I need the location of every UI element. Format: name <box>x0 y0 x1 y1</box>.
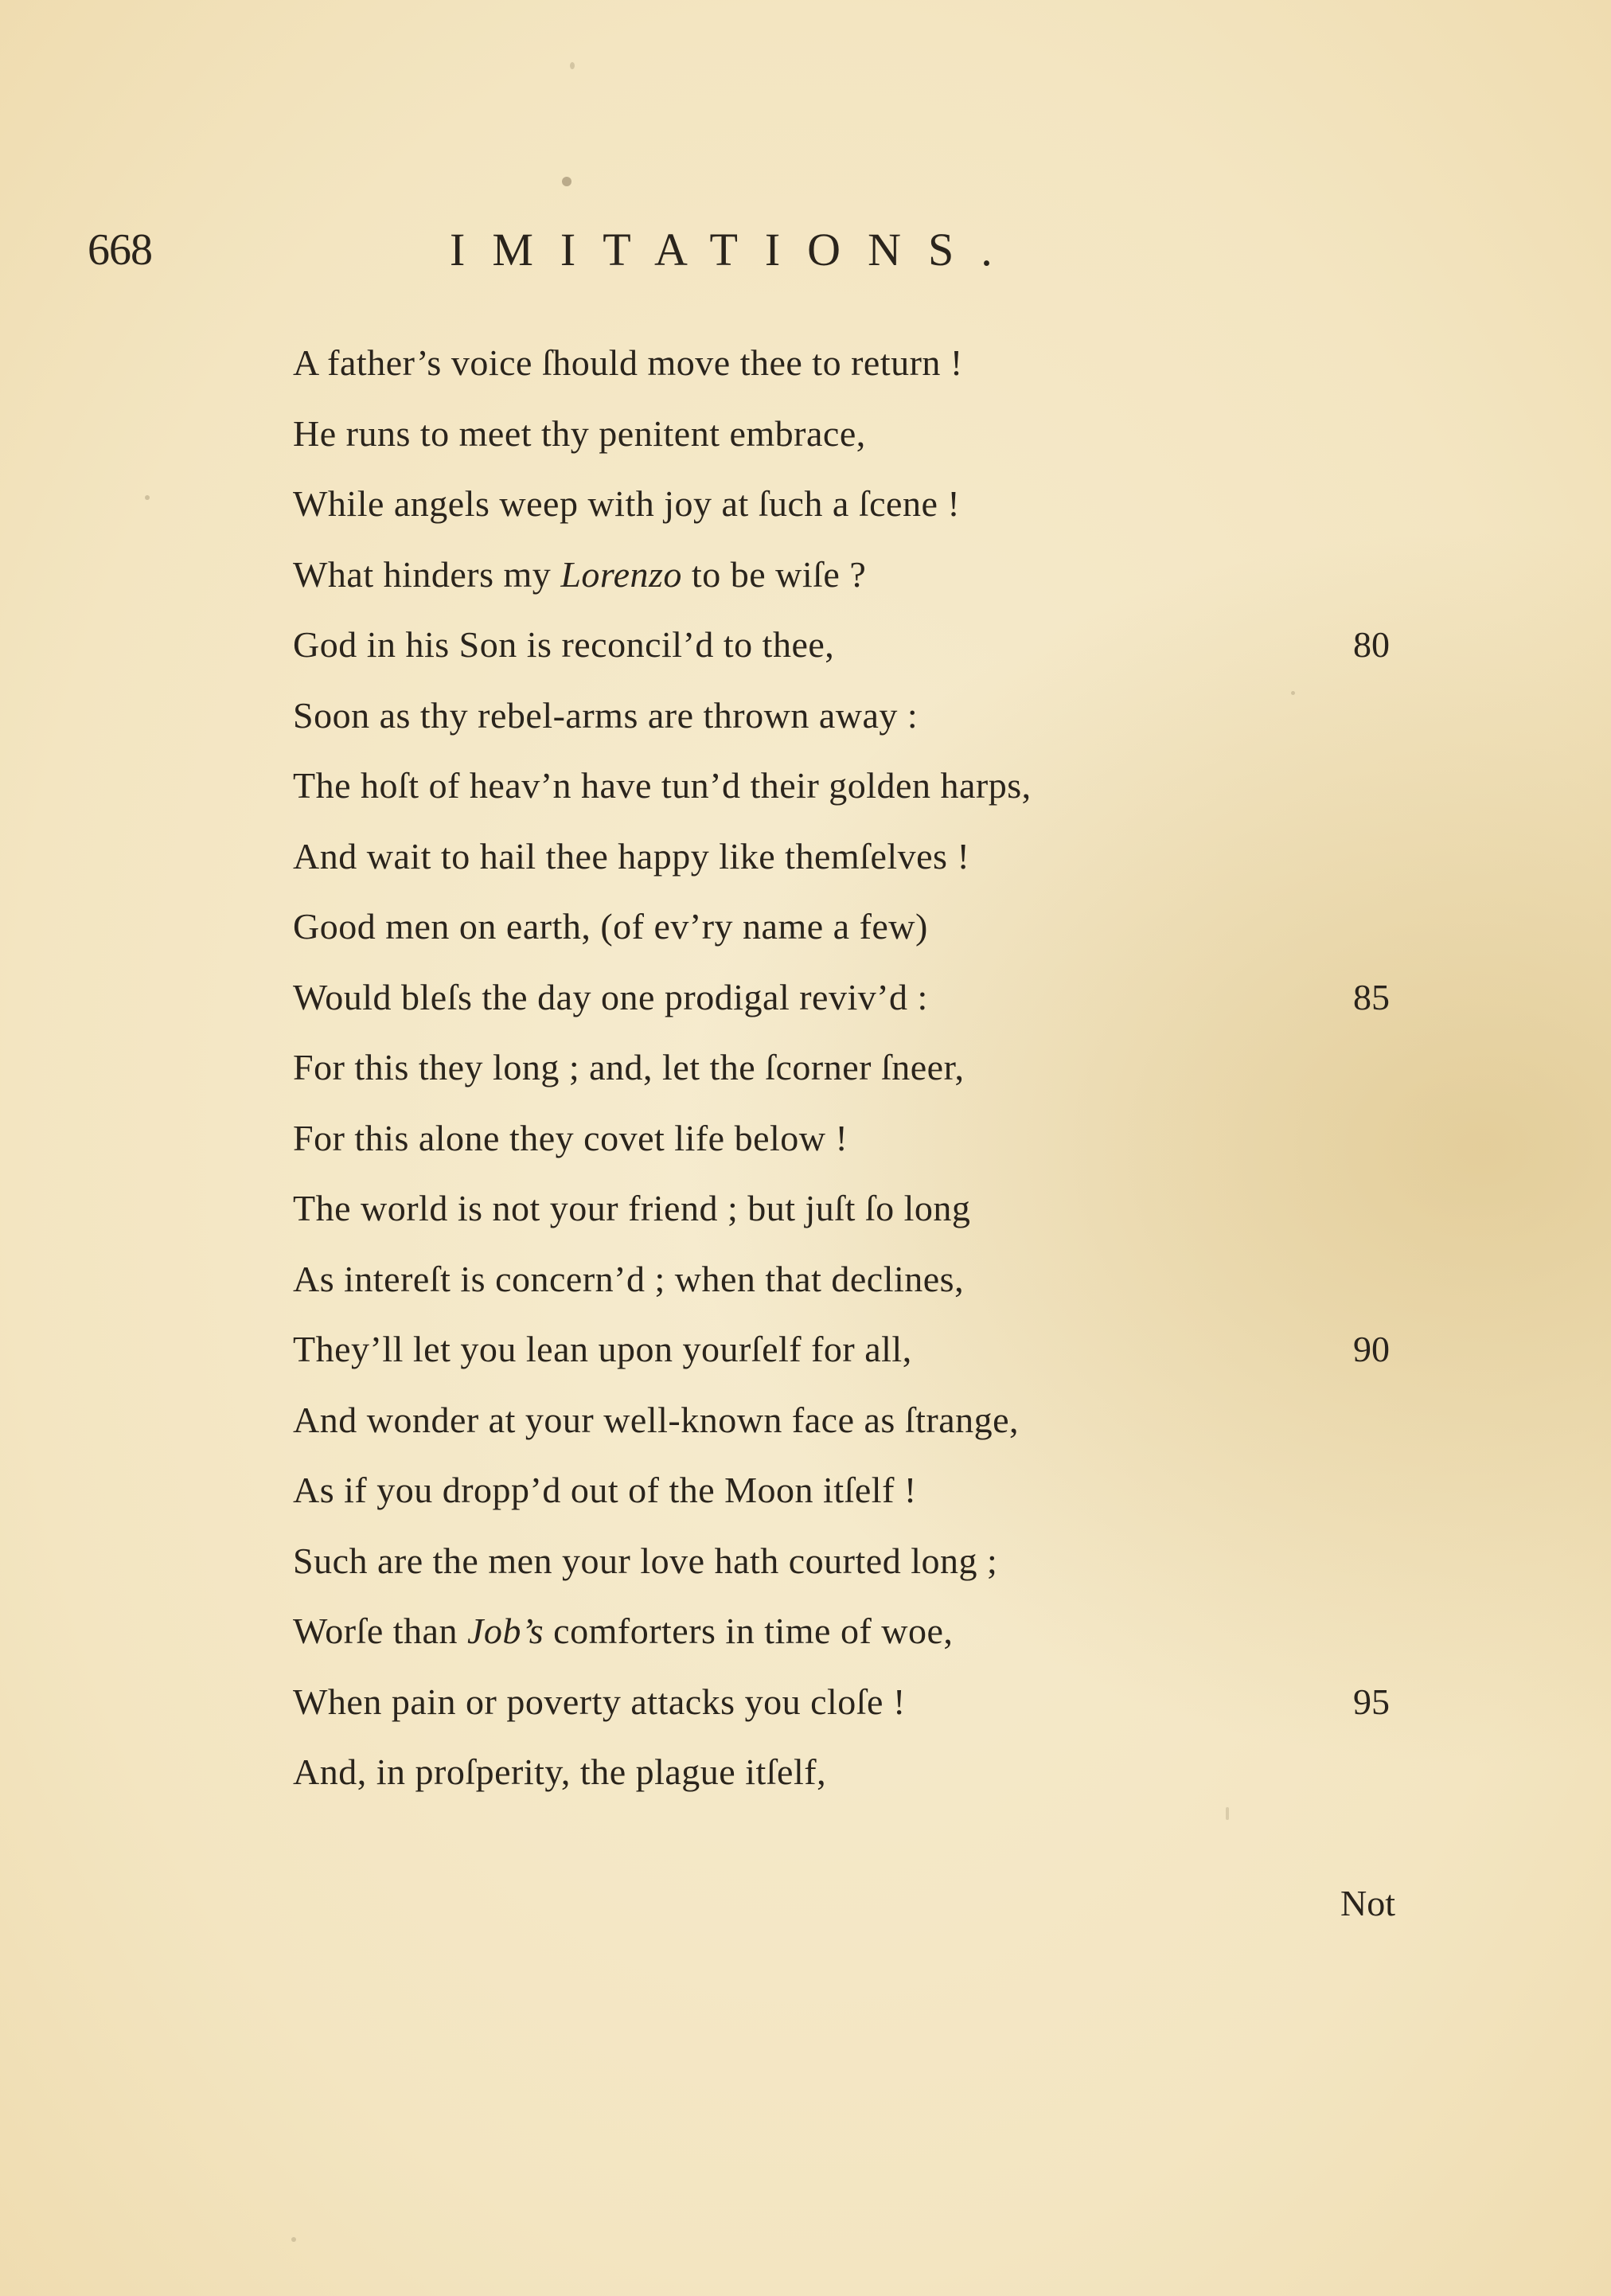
paper-speck <box>562 177 571 186</box>
verse-line-text: Soon as thy rebel-arms are thrown away : <box>293 694 919 736</box>
verse-line-text: And wait to hail thee happy like themſelves ! <box>293 835 970 877</box>
catchword: Not <box>1340 1883 1395 1923</box>
verse-line <box>293 963 1455 1033</box>
verse-line <box>293 751 1455 822</box>
verse-line-text <box>293 554 866 595</box>
verse-line <box>293 540 1455 611</box>
verse-line <box>293 610 1455 681</box>
verse-text-segment: Worſe than <box>293 1611 467 1651</box>
paper-speck <box>145 495 150 500</box>
verse-line-text: For this they long ; and, let the ſcorner ſneer, <box>293 1047 965 1087</box>
verse-block <box>293 328 1455 1808</box>
verse-line <box>293 1596 1455 1667</box>
verse-line <box>293 1103 1455 1174</box>
verse-line-text: They’ll let you lean upon yourſelf for all, <box>293 1329 912 1369</box>
verse-line <box>293 822 1455 892</box>
verse-line-text: The hoſt of heav’n have tun’d their golden harps, <box>293 765 1032 806</box>
italic-name: Job’s <box>466 1611 544 1651</box>
line-number: 90 <box>1353 1329 1390 1369</box>
verse-text-segment: comforters in time of woe, <box>544 1611 954 1651</box>
verse-line <box>293 1314 1455 1385</box>
verse-line <box>293 892 1455 963</box>
verse-line-text: And wonder at your well-known face as ſtrange, <box>293 1399 1020 1440</box>
verse-line <box>293 1526 1455 1597</box>
verse-line <box>293 1385 1455 1456</box>
verse-line <box>293 1667 1455 1738</box>
page-number: 668 <box>88 225 152 275</box>
line-number: 95 <box>1353 1681 1390 1722</box>
verse-line-text <box>293 1611 953 1651</box>
paper-speck <box>570 62 575 69</box>
paper-speck <box>1291 691 1295 695</box>
verse-text-segment: What hinders my <box>293 553 561 595</box>
verse-line-text: Would bleſs the day one prodigal reviv’d : <box>293 976 928 1017</box>
verse-line <box>293 1455 1455 1526</box>
verse-line-text: He runs to meet thy penitent embrace, <box>293 412 866 454</box>
verse-line-text: God in his Son is reconcil’d to thee, <box>293 624 835 665</box>
verse-line <box>293 399 1455 470</box>
verse-line <box>293 1033 1455 1103</box>
verse-line-text: A father’s voice ſhould move thee to return ! <box>293 342 963 383</box>
verse-line <box>293 1244 1455 1315</box>
verse-line-text: For this alone they covet life below ! <box>293 1117 848 1158</box>
verse-line <box>293 469 1455 540</box>
verse-line-text: While angels weep with joy at ſuch a ſcene ! <box>293 483 961 524</box>
verse-line <box>293 328 1455 399</box>
verse-line <box>293 1737 1455 1808</box>
verse-line-text: Such are the men your love hath courted long ; <box>293 1540 998 1581</box>
paper-speck <box>1226 1807 1229 1820</box>
verse-line <box>293 681 1455 752</box>
verse-line <box>293 1173 1455 1244</box>
paper-speck <box>291 2237 296 2242</box>
verse-line-text: And, in proſperity, the plague itſelf, <box>293 1751 827 1792</box>
line-number: 85 <box>1353 976 1390 1017</box>
verse-line-text: The world is not your friend ; but juſt ſo long <box>293 1188 971 1228</box>
line-number: 80 <box>1353 624 1390 665</box>
verse-line-text: Good men on earth, (of ev’ry name a few) <box>293 906 928 947</box>
verse-line-text: As if you dropp’d out of the Moon itſelf ! <box>293 1470 917 1510</box>
verse-text-segment: to be wiſe ? <box>681 553 867 595</box>
verse-line-text: As intereſt is concern’d ; when that declines, <box>293 1258 965 1299</box>
running-head: IMITATIONS. <box>450 224 1020 275</box>
verse-line-text: When pain or poverty attacks you cloſe ! <box>293 1681 906 1722</box>
italic-name: Lorenzo <box>560 553 682 595</box>
